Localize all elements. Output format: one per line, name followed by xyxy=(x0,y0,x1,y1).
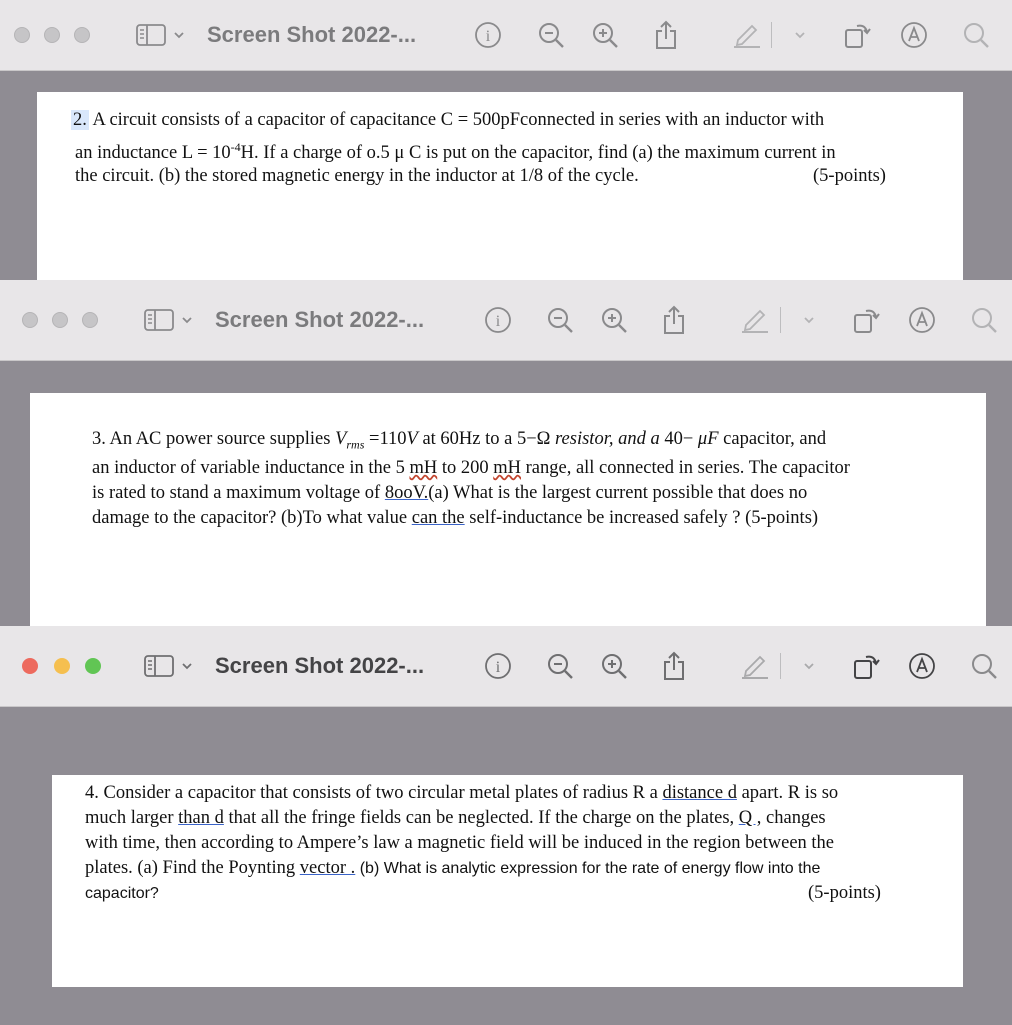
document-canvas xyxy=(0,707,1012,1025)
search-icon[interactable] xyxy=(970,652,998,680)
question-3-line-4: damage to the capacitor? (b)To what value can the self-inductance be increased safely ? (5-points) xyxy=(92,508,819,528)
preview-window-2 xyxy=(0,280,1012,626)
share-icon[interactable] xyxy=(662,305,686,335)
question-4-line-2: much larger than d that all the fringe fields can be neglected. If the charge on the plates, Q , changes xyxy=(85,808,826,828)
search-icon[interactable] xyxy=(962,21,990,49)
zoom-in-icon[interactable] xyxy=(600,652,628,680)
sidebar-toggle-icon[interactable] xyxy=(136,24,166,46)
question-2-line-2: an inductance $L = 10^{-4}H$. If a charge of o.5 μ C is put on the capacitor, find (a) the maximum current in xyxy=(75,140,836,164)
chevron-down-icon[interactable] xyxy=(181,661,193,671)
minimize-button[interactable] xyxy=(44,27,60,43)
close-button[interactable] xyxy=(22,658,38,674)
minimize-button[interactable] xyxy=(54,658,70,674)
question-2-line-1: 2. A circuit consists of a capacitor of capacitance C = 500pFconnected in series with an inductor with xyxy=(73,110,825,130)
rotate-icon[interactable] xyxy=(852,306,880,334)
question-4-line-5: capacitor? xyxy=(85,885,159,902)
document-page xyxy=(52,775,963,987)
question-2-line-3: the circuit. (b) the stored magnetic energy in the inductor at 1/8 of the cycle. xyxy=(75,166,639,186)
close-button[interactable] xyxy=(22,312,38,328)
chevron-down-icon[interactable] xyxy=(803,661,815,671)
zoom-button[interactable] xyxy=(82,312,98,328)
markup-pen-icon[interactable] xyxy=(740,307,770,333)
document-canvas xyxy=(0,361,1012,627)
question-3-line-2: an inductor of variable inductance in the 5 mH to 200 mH range, all connected in series. The capacitor xyxy=(92,458,850,478)
chevron-down-icon[interactable] xyxy=(181,315,193,325)
sidebar-toggle-icon[interactable] xyxy=(144,309,174,331)
window-title[interactable]: Screen Shot 2022-... xyxy=(215,653,425,678)
svg-text:i: i xyxy=(485,28,491,45)
markup-circle-icon[interactable] xyxy=(900,21,928,49)
zoom-out-icon[interactable] xyxy=(546,652,574,680)
window-titlebar xyxy=(0,626,1012,707)
question-4-line-1: 4. Consider a capacitor that consists of two circular metal plates of radius R a distance d apart. R is so xyxy=(85,783,839,803)
points-label: (5-points) xyxy=(808,883,881,903)
toolbar-divider xyxy=(780,307,781,333)
preview-window-1 xyxy=(0,0,1012,280)
markup-pen-icon[interactable] xyxy=(740,653,770,679)
search-icon[interactable] xyxy=(970,306,998,334)
svg-text:i: i xyxy=(495,313,501,330)
chevron-down-icon[interactable] xyxy=(794,30,806,40)
question-number: 2. xyxy=(73,110,87,130)
zoom-out-icon[interactable] xyxy=(546,306,574,334)
markup-circle-icon[interactable] xyxy=(908,306,936,334)
question-4-line-3: with time, then according to Ampere’s law a magnetic field will be induced in the region between the xyxy=(85,833,835,853)
window-titlebar xyxy=(0,280,1012,361)
zoom-in-icon[interactable] xyxy=(600,306,628,334)
chevron-down-icon[interactable] xyxy=(803,315,815,325)
rotate-icon[interactable] xyxy=(852,652,880,680)
sidebar-toggle-icon[interactable] xyxy=(144,655,174,677)
info-icon[interactable] xyxy=(474,21,502,49)
window-title[interactable]: Screen Shot 2022-... xyxy=(215,307,425,332)
markup-pen-icon[interactable] xyxy=(732,22,762,48)
question-4-line-4: plates. (a) Find the Poynting vector . (b) What is analytic expression for the rate of energy flow into the xyxy=(85,858,821,878)
zoom-out-icon[interactable] xyxy=(537,21,565,49)
window-titlebar xyxy=(0,0,1012,71)
points-label: (5-points) xyxy=(813,166,886,186)
share-icon[interactable] xyxy=(662,651,686,681)
toolbar-divider xyxy=(771,22,772,48)
document-page xyxy=(37,92,963,281)
svg-text:i: i xyxy=(495,659,501,676)
share-icon[interactable] xyxy=(654,20,678,50)
rotate-icon[interactable] xyxy=(843,21,871,49)
question-3-line-3: is rated to stand a maximum voltage of 8ooV.(a) What is the largest current possible that does no xyxy=(92,483,808,503)
markup-circle-icon[interactable] xyxy=(908,652,936,680)
info-icon[interactable] xyxy=(484,306,512,334)
document-canvas xyxy=(0,71,1012,281)
chevron-down-icon[interactable] xyxy=(173,30,185,40)
zoom-in-icon[interactable] xyxy=(591,21,619,49)
info-icon[interactable] xyxy=(484,652,512,680)
document-page xyxy=(30,393,986,627)
close-button[interactable] xyxy=(14,27,30,43)
zoom-button[interactable] xyxy=(74,27,90,43)
toolbar-divider xyxy=(780,653,781,679)
preview-window-3 xyxy=(0,626,1012,1024)
question-3-line-1: 3. An AC power source supplies $V_{rms} =110V$ at 60Hz to a 5−Ω resistor, and a 40− μF capacitor, and xyxy=(92,429,827,452)
window-title[interactable]: Screen Shot 2022-... xyxy=(207,22,417,47)
minimize-button[interactable] xyxy=(52,312,68,328)
zoom-button[interactable] xyxy=(85,658,101,674)
